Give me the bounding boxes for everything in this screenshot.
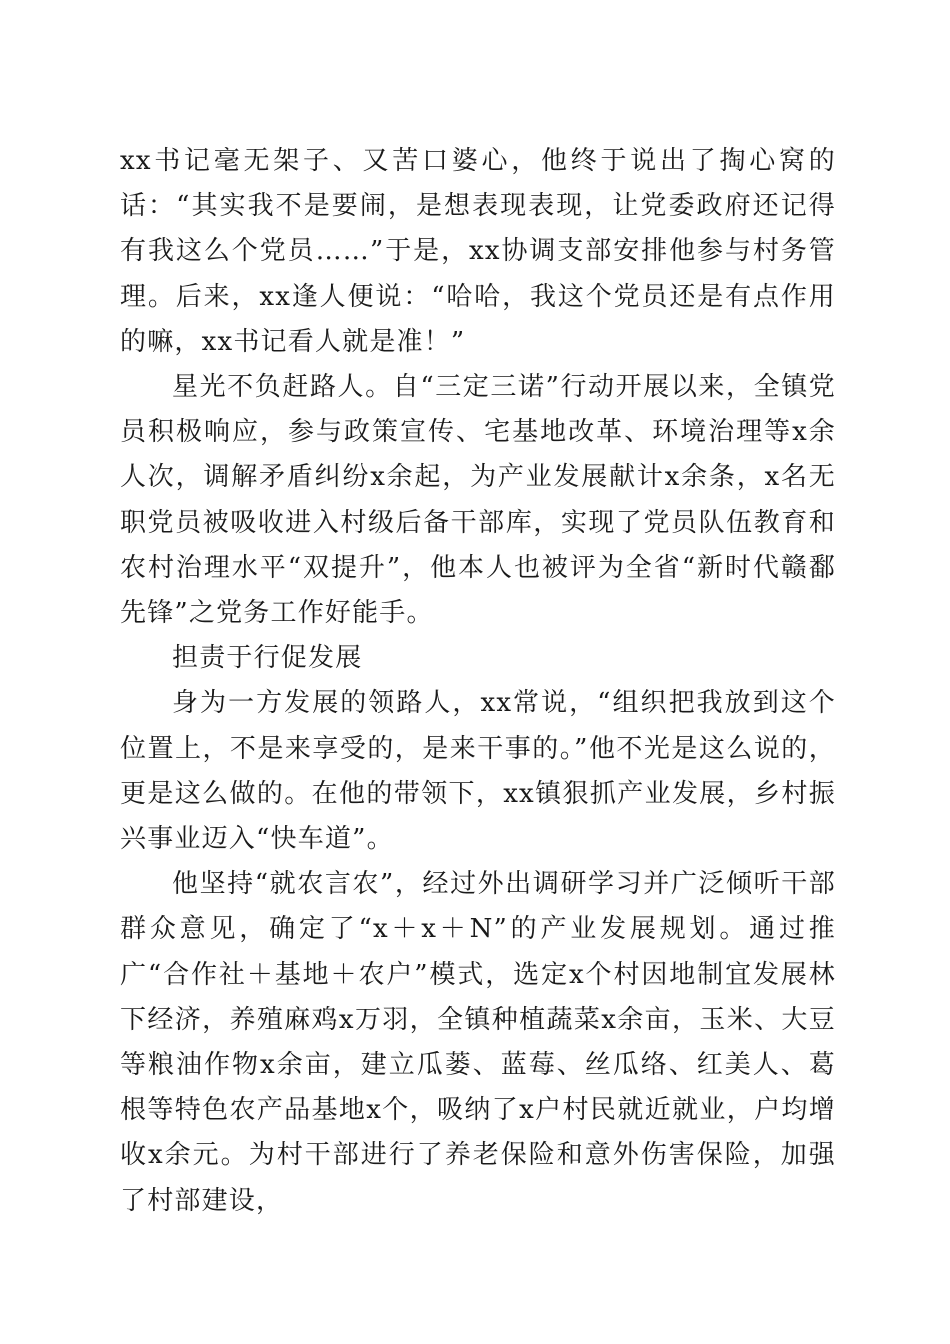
section-heading: 担责于行促发展 [172, 643, 363, 674]
paragraph-continuation: xx书记毫无架子、又苦口婆心，他终于说出了掏心窝的话：“其实我不是要闹，是想表现表现，让党委政府还记得有我这么个党员……”于是，xx协调支部安排他参与村务管理。后来，xx逢人便说：“哈哈，我这个党员还是有点作用的嘛，xx书记看人就是准！” [120, 146, 836, 357]
paragraph-industry-plan: 他坚持“就农言农”，经过外出调研学习并广泛倾听干部群众意见，确定了“x＋x＋N”的产业发展规划。通过推广“合作社＋基地＋农户”模式，选定x个村因地制宜发展林下经济，养殖麻鸡x万羽，全镇种植蔬菜x余亩，玉米、大豆等粮油作物x余亩，建立瓜蒌、蓝莓、丝瓜络、红美人、葛根等特色农产品基地x个，吸纳了x户村民就近就业，户均增收x余元。为村干部进行了养老保险和意外伤害保险，加强了村部建设， [120, 869, 836, 1216]
paragraph-leadership: 身为一方发展的领路人，xx常说，“组织把我放到这个位置上，不是来享受的，是来干事的。”他不光是这么说的，更是这么做的。在他的带领下，xx镇狠抓产业发展，乡村振兴事业迈入“快车道”。 [120, 688, 836, 855]
document-body [120, 139, 836, 1224]
paragraph-achievements: 星光不负赶路人。自“三定三诺”行动开展以来，全镇党员积极响应，参与政策宣传、宅基地改革、环境治理等x余人次，调解矛盾纠纷x余起，为产业发展献计x余条，x名无职党员被吸收进入村级后备干部库，实现了党员队伍教育和农村治理水平“双提升”，他本人也被评为全省“新时代赣鄱先锋”之党务工作好能手。 [120, 372, 836, 629]
